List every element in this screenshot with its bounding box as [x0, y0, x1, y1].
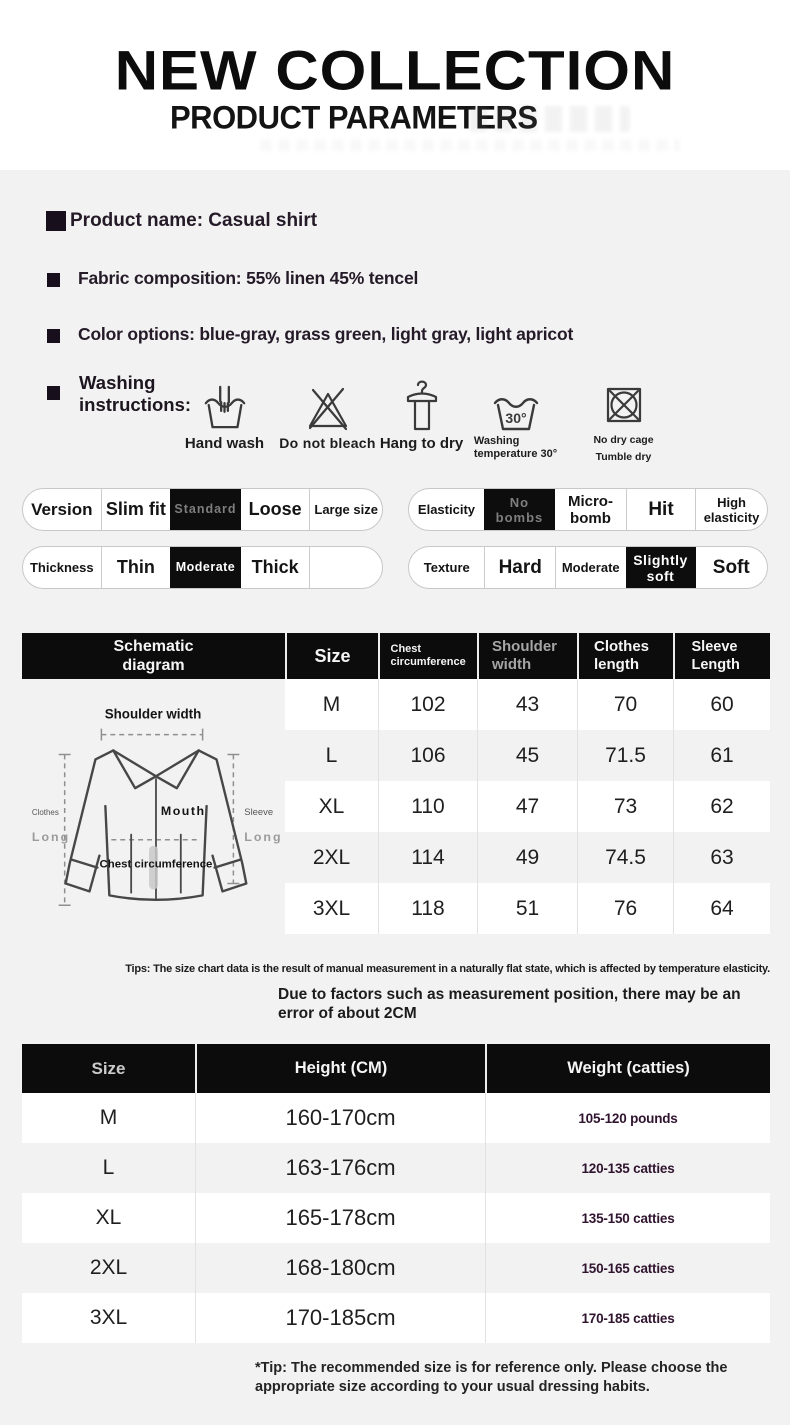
size-chart-row-cell: 43: [477, 679, 577, 730]
bullet-square: [46, 211, 66, 231]
faded-watermark: [470, 106, 630, 132]
do-not-bleach-icon: [305, 378, 351, 432]
fit-chart-row-cell: 135-150 catties: [485, 1193, 770, 1243]
size-chart-rows: [285, 679, 770, 934]
header-band: [0, 0, 790, 170]
diagram-label-mouth: Mouth: [160, 803, 206, 818]
fit-chart-row: [22, 1293, 770, 1343]
fit-chart-header: [22, 1044, 770, 1093]
selector-version-label: Version: [31, 500, 93, 519]
washing-temperature-icon: [491, 378, 541, 432]
diagram-label-chest: Chest circumference: [99, 858, 213, 871]
size-chart-row-cell: 73: [577, 781, 673, 832]
size-chart-row-cell: M: [322, 692, 341, 716]
tips-small-text: Tips: The size chart data is the result of manual measurement in a naturally flat state, which is affected by temperature elasticity.: [125, 963, 770, 975]
fabric-composition-text: Fabric composition: 55% linen 45% tencel: [78, 268, 419, 288]
svg-text:30°: 30°: [504, 410, 527, 426]
size-chart-row: [285, 883, 770, 934]
size-chart-row-cell: L: [325, 743, 338, 767]
faded-watermark-line: [260, 139, 680, 151]
bullet-square: [47, 386, 60, 400]
option-large-size: Large size: [309, 489, 382, 530]
fit-chart-row-cell: 105-120 pounds: [485, 1093, 770, 1143]
bullet-square: [47, 329, 60, 343]
option-hit: Hit: [626, 489, 695, 530]
size-chart-row-cell: 60: [673, 679, 770, 730]
header-height: Height (CM): [195, 1044, 485, 1093]
option-standard-selected: Standard: [170, 489, 241, 530]
size-chart-row: [285, 832, 770, 883]
option-thick: Thick: [251, 557, 299, 577]
size-chart-row-cell: 51: [477, 883, 577, 934]
size-chart-row-cell: 110: [378, 781, 477, 832]
size-chart-row-cell: 106: [378, 730, 477, 781]
size-chart-row-cell: 63: [673, 832, 770, 883]
fit-chart-row-cell: L: [102, 1156, 115, 1179]
fit-chart-row: [22, 1243, 770, 1293]
fit-chart-row-cell: 2XL: [89, 1256, 128, 1279]
size-chart-row-cell: 62: [673, 781, 770, 832]
size-chart-row-cell: 71.5: [577, 730, 673, 781]
wash-symbol-hand-wash: Hand wash: [172, 378, 277, 470]
diagram-label-clothes: Clothes: [31, 807, 59, 817]
no-tumble-dry-icon: [603, 378, 645, 426]
size-chart-row-cell: XL: [318, 794, 345, 818]
selector-elasticity: [408, 488, 768, 531]
header-chest-circumference: Chest circumference: [378, 633, 477, 679]
hand-wash-icon: [202, 378, 248, 432]
selector-elasticity-label: Elasticity: [417, 502, 476, 517]
shirt-schematic-diagram: [22, 688, 285, 938]
option-loose: Loose: [248, 499, 302, 519]
selector-thickness: [22, 546, 383, 589]
header-shoulder-width: Shoulder width: [477, 633, 577, 679]
fit-chart-row-cell: 168-180cm: [195, 1243, 485, 1293]
fit-chart-row-cell: 163-176cm: [195, 1143, 485, 1193]
header-size: Size: [285, 633, 378, 679]
washing-instructions-label: Washing instructions:: [79, 372, 192, 415]
selector-thickness-label: Thickness: [29, 560, 94, 575]
option-thin: Thin: [101, 547, 171, 588]
fit-chart-row-cell: 170-185 catties: [485, 1293, 770, 1343]
fit-chart-row: [22, 1193, 770, 1243]
size-chart-header: [22, 633, 770, 679]
fit-chart-row: [22, 1093, 770, 1143]
size-chart-row-cell: 64: [673, 883, 770, 934]
page-title: NEW COLLECTION: [114, 39, 676, 102]
size-chart-row-cell: 2XL: [312, 845, 351, 869]
size-chart-row: [285, 679, 770, 730]
size-chart-row-cell: 76: [577, 883, 673, 934]
option-empty: [309, 547, 382, 588]
wash-symbol-do-not-bleach: Do not bleach: [275, 378, 380, 470]
size-chart-row-cell: 49: [477, 832, 577, 883]
option-hard: Hard: [484, 547, 555, 588]
size-chart-row-cell: 3XL: [312, 896, 351, 920]
header-clothes-length: Clothes length: [577, 633, 673, 679]
option-high-elasticity: High elasticity: [695, 489, 767, 530]
fit-chart-row-cell: 170-185cm: [195, 1293, 485, 1343]
footer-tip-text: *Tip: The recommended size is for reference only. Please choose the appropriate size according to your usual dressing habits.: [255, 1360, 728, 1395]
option-soft: Soft: [712, 557, 750, 578]
option-moderate: Moderate: [555, 547, 626, 588]
hang-to-dry-icon: [402, 378, 442, 432]
size-chart-row-cell: 61: [673, 730, 770, 781]
selector-texture-label: Texture: [423, 560, 470, 575]
wash-symbol-temperature: 30° Washing temperature 30°: [463, 378, 568, 470]
page-subtitle: PRODUCT PARAMETERS: [170, 99, 538, 136]
diagram-label-long-right: Long: [244, 829, 283, 844]
header-sleeve-length: Sleeve Length: [673, 633, 770, 679]
option-micro-bomb: Micro-bomb: [567, 492, 613, 527]
diagram-label-sleeve: Sleeve: [244, 805, 274, 817]
fit-chart-row-cell: 160-170cm: [195, 1093, 485, 1143]
wash-symbol-hang-to-dry: Hang to dry: [369, 378, 474, 470]
diagram-label-shoulder-width: Shoulder width: [104, 706, 202, 722]
header-size: Size: [22, 1044, 195, 1093]
product-name-text: Product name: Casual shirt: [70, 210, 318, 231]
size-chart-row: [285, 781, 770, 832]
fit-chart-row-cell: 120-135 catties: [485, 1143, 770, 1193]
option-moderate-selected: Moderate: [170, 547, 241, 588]
fit-chart-row-cell: 165-178cm: [195, 1193, 485, 1243]
size-chart-row-cell: 114: [378, 832, 477, 883]
bullet-square: [47, 273, 60, 287]
size-chart-row-cell: 70: [577, 679, 673, 730]
header-schematic-diagram: Schematic diagram: [22, 633, 285, 679]
size-chart-row-cell: 74.5: [577, 832, 673, 883]
fit-chart-row-cell: 150-165 catties: [485, 1243, 770, 1293]
option-slim-fit: Slim fit: [101, 489, 171, 530]
fit-chart-row-cell: M: [99, 1106, 118, 1129]
option-no-bombs-selected: No bombs: [484, 489, 555, 530]
tips-large-text: Due to factors such as measurement position, there may be an error of about 2CM: [278, 986, 741, 1022]
fit-chart-row-cell: XL: [95, 1206, 122, 1229]
selector-texture: [408, 546, 768, 589]
size-chart-row-cell: 102: [378, 679, 477, 730]
size-chart-row: [285, 730, 770, 781]
diagram-label-long-left: Long: [31, 829, 71, 844]
fit-chart-row-cell: 3XL: [89, 1306, 128, 1329]
size-chart-row-cell: 45: [477, 730, 577, 781]
option-slightly-soft-selected: Slightly soft: [626, 547, 696, 588]
size-chart-row-cell: 118: [378, 883, 477, 934]
fit-chart-row: [22, 1143, 770, 1193]
header-weight: Weight (catties): [485, 1044, 770, 1093]
selector-version: [22, 488, 383, 531]
color-options-text: Color options: blue-gray, grass green, light gray, light apricot: [78, 324, 574, 344]
wash-symbol-no-tumble-dry: No dry cage Tumble dry: [571, 378, 676, 470]
fit-chart-rows: [22, 1093, 770, 1343]
size-chart-row-cell: 47: [477, 781, 577, 832]
